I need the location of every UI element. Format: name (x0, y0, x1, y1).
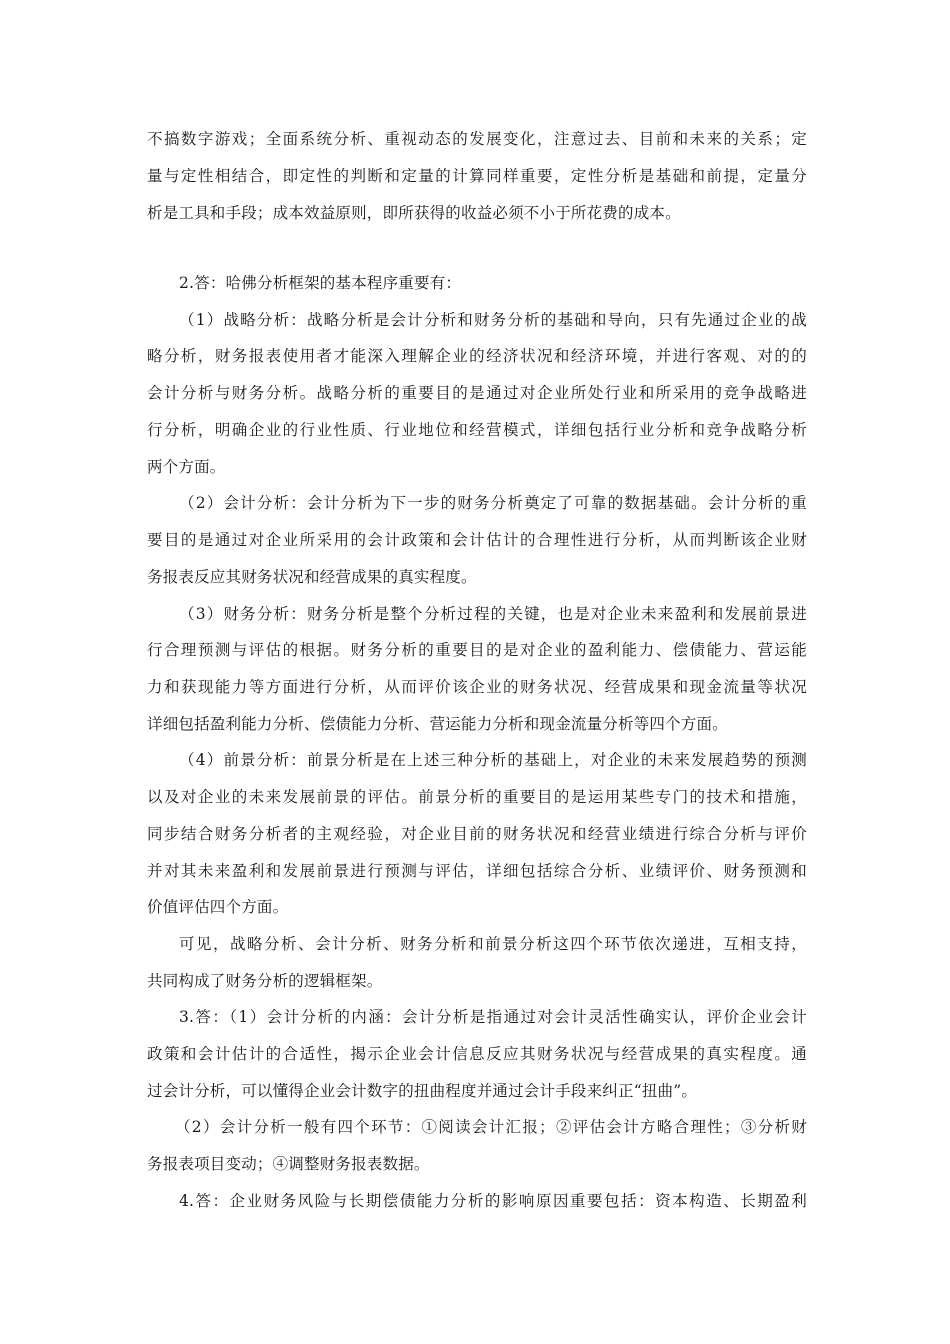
text-line: （2）会计分析一般有四个环节：①阅读会计汇报；②评估会计方略合理性；③分析财 (175, 1118, 807, 1136)
text-line: 量与定性相结合，即定性的判断和定量的计算同样重要，定性分析是基础和前提，定量分 (147, 167, 807, 185)
text-line: 价值评估四个方面。 (147, 898, 289, 916)
text-line: 以及对企业的未来发展前景的评估。前景分析的重要目的是运用某些专门的技术和措施， (147, 788, 807, 806)
text-line: 行合理预测与评估的根据。财务分析的重要目的是对企业的盈利能力、偿债能力、营运能 (147, 641, 807, 659)
text-line: 两个方面。 (147, 458, 226, 476)
section-4-heading: 4.答：企业财务风险与长期偿债能力分析的影响原因重要包括：资本构造、长期盈利 (179, 1192, 807, 1210)
text-line: 会计分析与财务分析。战略分析的重要目的是通过对企业所处行业和所采用的竞争战略进 (147, 384, 807, 402)
text-line: （3）财务分析：财务分析是整个分析过程的关键，也是对企业未来盈利和发展前景进 (179, 605, 807, 623)
text-line: 要目的是通过对企业所采用的会计政策和会计估计的合理性进行分析，从而判断该企业财 (147, 531, 807, 549)
section-3-heading: 3.答：（1）会计分析的内涵：会计分析是指通过对会计灵活性确实认，评价企业会计 (179, 1008, 807, 1026)
text-line: 共同构成了财务分析的逻辑框架。 (147, 972, 383, 990)
text-line: 略分析，财务报表使用者才能深入理解企业的经济状况和经济环境，并进行客观、对的的 (147, 347, 807, 365)
text-line: 务报表项目变动；④调整财务报表数据。 (147, 1155, 430, 1173)
text-line: （2）会计分析：会计分析为下一步的财务分析奠定了可靠的数据基础。会计分析的重 (179, 494, 807, 512)
text-line: （4）前景分析：前景分析是在上述三种分析的基础上，对企业的未来发展趋势的预测 (179, 751, 807, 769)
text-line: 力和获现能力等方面进行分析，从而评价该企业的财务状况、经营成果和现金流量等状况 (147, 678, 807, 696)
text-line: 行分析，明确企业的行业性质、行业地位和经营模式，详细包括行业分析和竞争战略分析 (147, 421, 807, 439)
section-2-heading: 2.答：哈佛分析框架的基本程序重要有： (179, 274, 462, 292)
text-line: 务报表反应其财务状况和经营成果的真实程度。 (147, 568, 477, 586)
text-line: 政策和会计估计的合适性，揭示企业会计信息反应其财务状况与经营成果的真实程度。通 (147, 1045, 807, 1063)
text-line: 可见，战略分析、会计分析、财务分析和前景分析这四个环节依次递进，互相支持， (179, 935, 807, 953)
text-line: 过会计分析，可以懂得企业会计数字的扭曲程度并通过会计手段来纠正“扭曲”。 (147, 1082, 698, 1100)
text-line: 同步结合财务分析者的主观经验，对企业目前的财务状况和经营业绩进行综合分析与评价 (147, 825, 807, 843)
text-line: 析是工具和手段；成本效益原则，即所获得的收益必须不小于所花费的成本。 (147, 204, 681, 222)
text-line: 详细包括盈利能力分析、偿债能力分析、营运能力分析和现金流量分析等四个方面。 (147, 715, 728, 733)
text-line: 并对其未来盈利和发展前景进行预测与评估，详细包括综合分析、业绩评价、财务预测和 (147, 862, 807, 880)
text-line: （1）战略分析：战略分析是会计分析和财务分析的基础和导向，只有先通过企业的战 (179, 311, 807, 329)
text-line: 不搞数字游戏；全面系统分析、重视动态的发展变化，注意过去、目前和未来的关系；定 (147, 130, 807, 148)
